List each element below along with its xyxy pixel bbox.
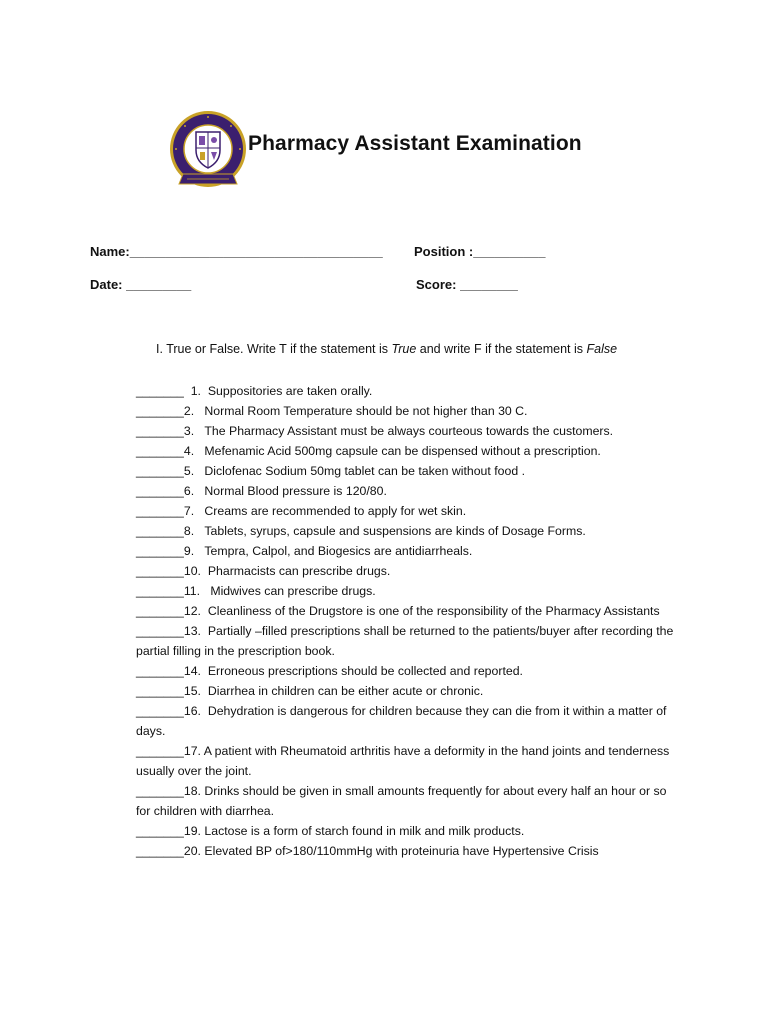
question-number: 12. [183, 604, 201, 618]
question-item [136, 561, 676, 581]
question-item [136, 421, 676, 441]
question-item [136, 741, 676, 781]
question-item [136, 781, 676, 821]
question-number: 6. [183, 484, 195, 498]
question-item [136, 401, 676, 421]
answer-blank: _______ [136, 564, 184, 578]
question-text: Midwives can prescribe drugs. [206, 584, 376, 598]
question-text: Erroneous prescriptions should be collected and reported. [207, 664, 523, 678]
question-text: Tablets, syrups, capsule and suspensions are kinds of Dosage Forms. [204, 524, 586, 538]
question-text: Mefenamic Acid 500mg capsule can be dispensed without a prescription. [204, 444, 601, 458]
association-seal-logo [165, 108, 251, 194]
question-item [136, 821, 676, 841]
question-item [136, 621, 676, 661]
question-number: 3. [183, 424, 195, 438]
date-field-label: Date: _________ [90, 277, 192, 292]
answer-blank: _______ [136, 844, 184, 858]
instruction-true-word: True [391, 342, 417, 356]
question-number: 4. [183, 444, 195, 458]
answer-blank: _______ [136, 404, 184, 418]
answer-blank: _______ [136, 824, 184, 838]
question-text: Diclofenac Sodium 50mg tablet can be taken without food . [204, 464, 525, 478]
answer-blank: _______ [136, 544, 184, 558]
position-field-label: Position :__________ [414, 244, 546, 259]
answer-blank: _______ [136, 384, 188, 398]
answer-blank: _______ [136, 604, 184, 618]
question-number: 18. [183, 784, 201, 798]
question-text: Creams are recommended to apply for wet skin. [204, 504, 467, 518]
answer-blank: _______ [136, 464, 184, 478]
question-item [136, 521, 676, 541]
page-title: Pharmacy Assistant Examination [248, 132, 582, 155]
question-item [136, 461, 676, 481]
question-number: 15. [183, 684, 201, 698]
question-text: Tempra, Calpol, and Biogesics are antidiarrheals. [204, 544, 473, 558]
question-text: Drinks should be given in small amounts frequently for about every half an hour or so for children with diarrhea. [136, 784, 667, 818]
question-text: Partially –filled prescriptions shall be returned to the patients/buyer after recording the partial filling in the prescription book. [136, 624, 674, 658]
instruction-prefix: I. True or False. Write T if the statement is [156, 342, 392, 356]
question-number: 7. [183, 504, 195, 518]
question-text: Suppositories are taken orally. [207, 384, 373, 398]
question-text: Diarrhea in children can be either acute or chronic. [207, 684, 484, 698]
answer-blank: _______ [136, 584, 184, 598]
question-text: Cleanliness of the Drugstore is one of the responsibility of the Pharmacy Assistants [207, 604, 660, 618]
score-field-label: Score: ________ [416, 277, 518, 292]
question-number: 8. [183, 524, 195, 538]
answer-blank: _______ [136, 664, 184, 678]
question-item [136, 481, 676, 501]
question-text: The Pharmacy Assistant must be always courteous towards the customers. [204, 424, 614, 438]
answer-blank: _______ [136, 484, 184, 498]
answer-blank: _______ [136, 504, 184, 518]
answer-blank: _______ [136, 624, 184, 638]
question-number: 10. [183, 564, 201, 578]
answer-blank: _______ [136, 784, 184, 798]
question-number: 17. [183, 744, 201, 758]
question-item [136, 601, 676, 621]
question-text: A patient with Rheumatoid arthritis have a deformity in the hand joints and tenderness usually over the joint. [136, 744, 670, 778]
instruction-false-word: False [586, 342, 618, 356]
question-item [136, 381, 676, 401]
answer-blank: _______ [136, 744, 184, 758]
name-field-label: Name:___________________________________ [90, 244, 383, 259]
answer-blank: _______ [136, 684, 184, 698]
question-item [136, 541, 676, 561]
question-text: Normal Room Temperature should be not higher than 30 C. [204, 404, 528, 418]
question-number: 16. [183, 704, 201, 718]
question-item [136, 661, 676, 681]
question-number: 2. [183, 404, 195, 418]
question-number: 19. [183, 824, 201, 838]
question-text: Elevated BP of>180/110mmHg with proteinuria have Hypertensive Crisis [204, 844, 599, 858]
answer-blank: _______ [136, 704, 184, 718]
question-number: 11. [183, 584, 201, 598]
question-text: Lactose is a form of starch found in milk and milk products. [204, 824, 525, 838]
question-number: 9. [183, 544, 195, 558]
question-text: Pharmacists can prescribe drugs. [207, 564, 391, 578]
question-item [136, 581, 676, 601]
question-item [136, 701, 676, 741]
question-text: Normal Blood pressure is 120/80. [204, 484, 387, 498]
question-number: 14. [183, 664, 201, 678]
instruction-middle: and write F if the statement is [416, 342, 587, 356]
section-instruction [156, 342, 617, 356]
answer-blank: _______ [136, 424, 184, 438]
answer-blank: _______ [136, 444, 184, 458]
answer-blank: _______ [136, 524, 184, 538]
question-item [136, 441, 676, 461]
question-text: Dehydration is dangerous for children because they can die from it within a matter of days. [136, 704, 667, 738]
question-item [136, 841, 676, 861]
question-number: 13. [183, 624, 201, 638]
question-number: 20. [183, 844, 201, 858]
question-list [136, 381, 676, 861]
question-item [136, 681, 676, 701]
question-number: 5. [183, 464, 195, 478]
question-number: 1. [190, 384, 201, 398]
question-item [136, 501, 676, 521]
